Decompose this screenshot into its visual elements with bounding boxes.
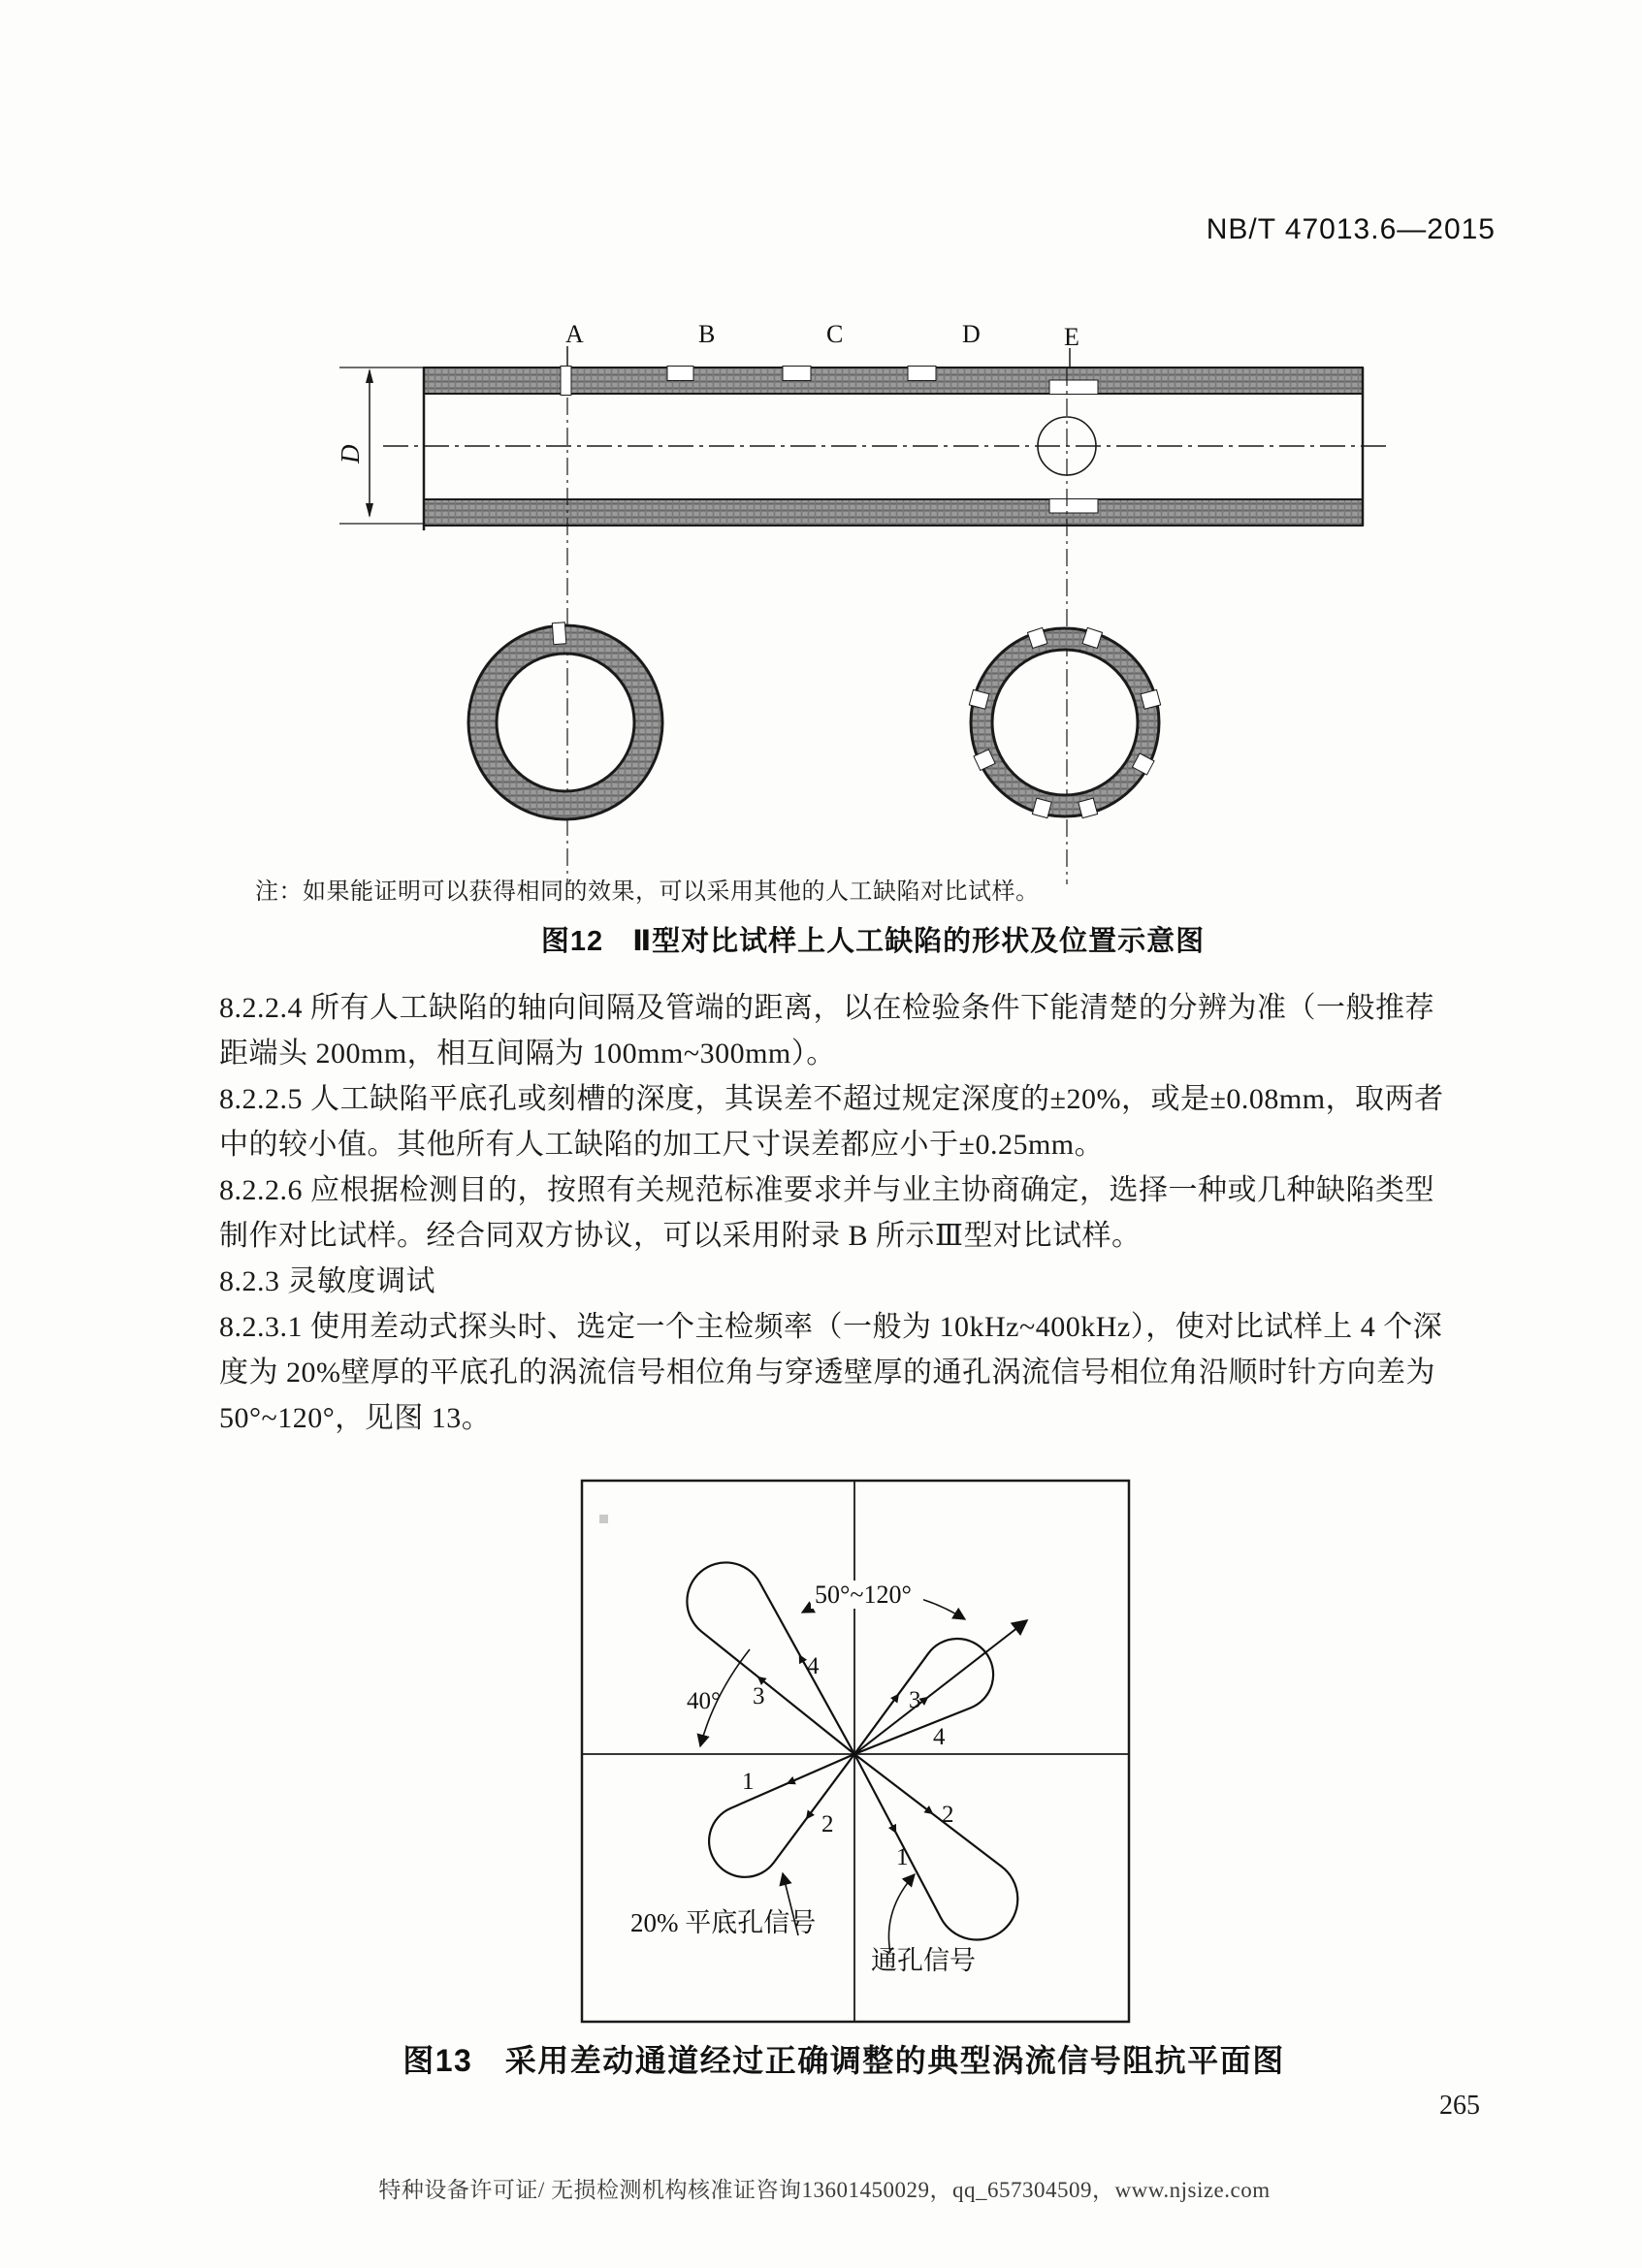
defect-label-c: C	[826, 320, 844, 348]
through-slit-a	[561, 367, 571, 396]
signal-lobes	[687, 1562, 1027, 1939]
ring-section-a	[468, 623, 662, 819]
phase-range-annotation	[802, 1581, 965, 1619]
trace-number: 3	[753, 1683, 765, 1709]
trace-number: 4	[807, 1653, 820, 1679]
footer-services-line: 特种设备许可证/ 无损检测机构核准证咨询13601450029，qq_657304509，www.njsize.com	[378, 2178, 1271, 2202]
defect-label-b: B	[698, 320, 716, 348]
clause-8224-line1: 8.2.2.4 所有人工缺陷的轴向间隔及管端的距离，以在检验条件下能清楚的分辨为准（一般推荐	[219, 992, 1434, 1024]
clause-8231-line1: 8.2.3.1 使用差动式探头时、选定一个主检频率（一般为 10kHz~400kHz），使对比试样上 4 个深	[219, 1311, 1443, 1343]
trace-number: 4	[933, 1724, 946, 1750]
figure12-caption: 图12 Ⅱ型对比试样上人工缺陷的形状及位置示意图	[540, 926, 1206, 957]
figure13-caption: 图13 采用差动通道经过正确调整的典型涡流信号阻抗平面图	[402, 2043, 1285, 2078]
dimension-arrow-down	[366, 503, 373, 518]
page-number: 265	[1439, 2091, 1480, 2121]
dimension-arrow-up	[366, 368, 373, 383]
lobe-lower-right	[854, 1754, 1017, 1939]
notch-c	[783, 367, 811, 381]
angle-40-label: 40°	[687, 1688, 721, 1714]
through-hole-signal-label: 通孔信号	[871, 1946, 976, 1975]
figure12-note: 注：如果能证明可以获得相同的效果，可以采用其他的人工缺陷对比试样。	[255, 879, 1040, 905]
ring-a-outer-slit	[552, 623, 566, 645]
clause-8224-line2: 距端头 200mm，相互间隔为 100mm~300mm）。	[219, 1038, 836, 1070]
defect-label-a: A	[565, 320, 584, 348]
clause-8231-line3: 50°~120°，见图 13。	[219, 1402, 492, 1434]
clause-8231-line2: 度为 20%壁厚的平底孔的涡流信号相位角与穿透壁厚的通孔涡流信号相位角沿顺时针方向差为	[219, 1357, 1435, 1389]
clause-8225-line1: 8.2.2.5 人工缺陷平底孔或刻槽的深度，其误差不超过规定深度的±20%，或是±0.08mm，取两者	[219, 1083, 1444, 1115]
flat-bottom-hole-signal-label: 20% 平底孔信号	[630, 1908, 817, 1937]
defect-label-d: D	[962, 320, 981, 348]
notch-e-bottom-wall	[1049, 499, 1098, 514]
notch-b	[667, 367, 693, 381]
dimension-label-d: D	[336, 444, 365, 463]
trace-number: 1	[742, 1769, 755, 1795]
trace-number: 2	[942, 1802, 954, 1828]
scan-artifact	[599, 1515, 608, 1523]
defect-labels	[565, 320, 1079, 367]
defect-label-e: E	[1064, 323, 1079, 351]
figure13-drawing	[563, 1454, 1183, 2094]
standard-number-header: NB/T 47013.6—2015	[1206, 213, 1496, 245]
clause-8226-line2: 制作对比试样。经合同双方协议，可以采用附录 B 所示Ⅲ型对比试样。	[219, 1220, 1142, 1252]
signal-callouts	[630, 1873, 976, 1975]
notch-d	[908, 367, 936, 381]
phase-range-label: 50°~120°	[815, 1581, 912, 1609]
trace-number: 3	[909, 1687, 921, 1713]
clause-8226-line1: 8.2.2.6 应根据检测目的，按照有关规范标准要求并与业主协商确定，选择一种或几种缺陷类型	[219, 1174, 1434, 1206]
tube-bottom-wall	[424, 499, 1363, 526]
figure12-drawing	[330, 310, 1416, 911]
ring-section-e	[969, 627, 1160, 817]
notch-e-top-wall	[1049, 380, 1098, 395]
trace-number: 2	[821, 1811, 834, 1837]
diameter-dimension	[336, 367, 424, 524]
clause-823-heading: 8.2.3 灵敏度调试	[219, 1265, 435, 1297]
trace-number: 1	[896, 1844, 909, 1870]
body-text	[219, 985, 1444, 1441]
clause-8225-line2: 中的较小值。其他所有人工缺陷的加工尺寸误差都应小于±0.25mm。	[219, 1129, 1105, 1161]
